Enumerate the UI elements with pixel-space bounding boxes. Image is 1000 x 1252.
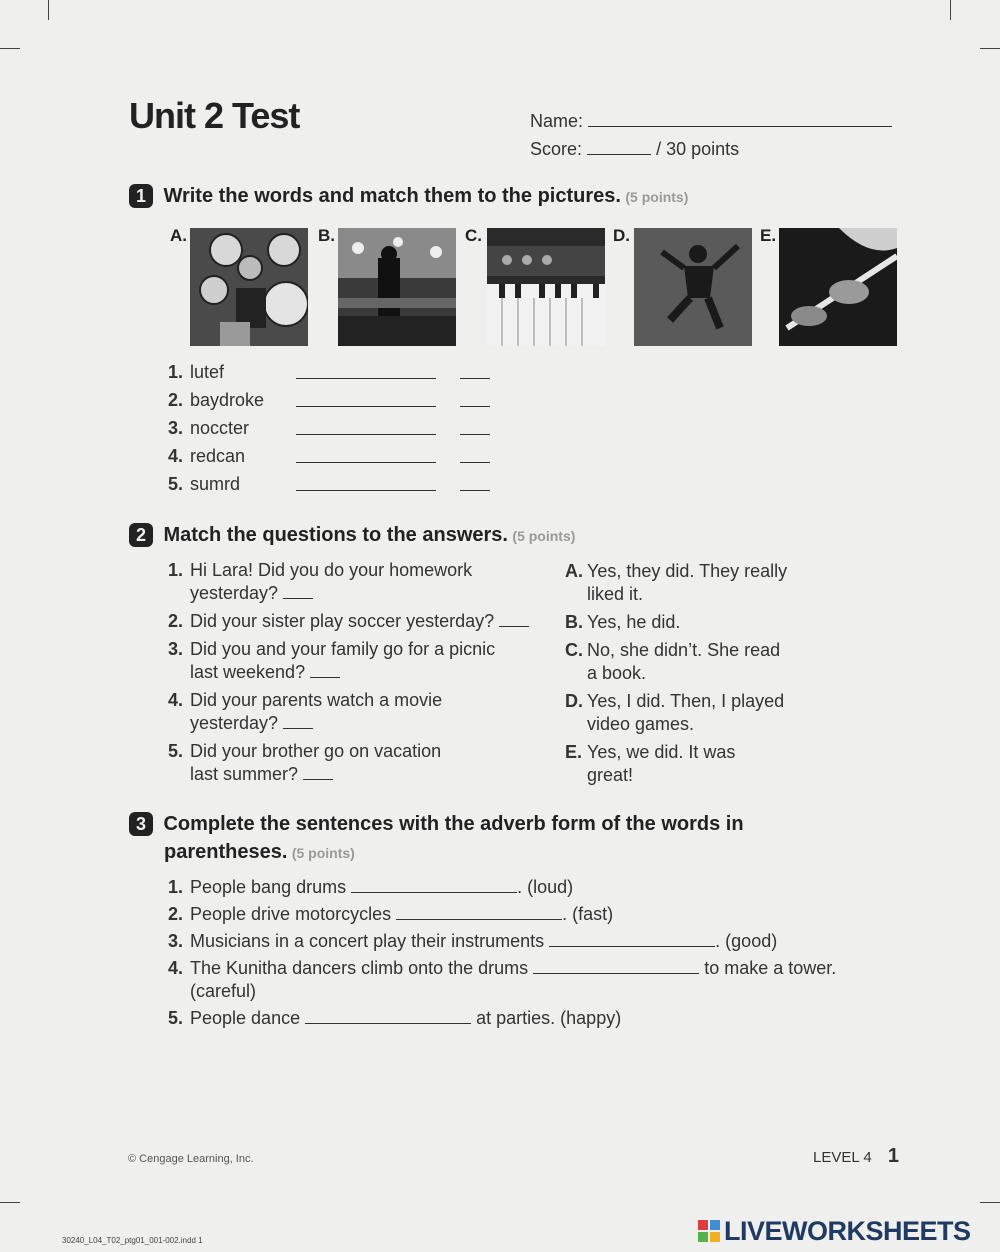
item-number: 1. — [168, 560, 184, 580]
drum-kit-photo — [190, 228, 308, 346]
item-number: 4. — [168, 690, 184, 710]
item-number: 1. — [168, 877, 184, 897]
letter-blank[interactable] — [460, 448, 490, 463]
answer-blank[interactable] — [296, 448, 436, 463]
letter-blank[interactable] — [460, 476, 490, 491]
concert-stage-photo — [338, 228, 456, 346]
sentence-start: People bang drums — [190, 877, 347, 897]
item-number: 3. — [168, 418, 184, 438]
scrambled-word: sumrd — [190, 474, 241, 494]
answer-text: Yes, we did. It was — [587, 742, 736, 762]
question-text-cont: last weekend? — [190, 662, 306, 682]
answer-blank[interactable] — [296, 420, 436, 435]
item-number: 5. — [168, 741, 184, 761]
answer-letter: D. — [565, 691, 583, 711]
section-points: (5 points) — [291, 845, 355, 861]
question-item — [168, 689, 558, 735]
item-number: 3. — [168, 931, 184, 951]
item-number: 2. — [168, 611, 184, 631]
level-label: LEVEL — [813, 1149, 860, 1166]
question-text-cont: last summer? — [190, 764, 299, 784]
page-title: Unit 2 Test — [129, 95, 300, 136]
item-number: 2. — [168, 390, 184, 410]
answer-blank[interactable] — [499, 612, 529, 627]
question-text: Hi Lara! Did you do your homework — [190, 560, 473, 580]
crop-mark — [980, 1202, 1000, 1203]
question-text: Did your sister play soccer yesterday? — [190, 611, 495, 631]
name-label: Name: — [530, 111, 584, 131]
answer-blank[interactable] — [283, 714, 313, 729]
answer-blank[interactable] — [296, 392, 436, 407]
question-item — [168, 559, 558, 605]
list-item — [168, 445, 508, 473]
picture-label-d: D. — [613, 226, 630, 245]
scrambled-word: noccter — [190, 418, 250, 438]
question-text-cont: yesterday? — [190, 583, 279, 603]
answer-blank[interactable] — [283, 584, 313, 599]
item-number: 4. — [168, 446, 184, 466]
sentence-item — [168, 903, 888, 926]
section-3-heading — [129, 810, 889, 866]
answer-blank[interactable] — [533, 959, 699, 974]
item-number: 5. — [168, 1008, 184, 1028]
score-label: Score: — [530, 139, 583, 159]
item-number: 4. — [168, 958, 184, 978]
logo-icon — [698, 1220, 720, 1242]
item-number: 3. — [168, 639, 184, 659]
score-row — [530, 138, 739, 160]
sentence-item — [168, 876, 888, 899]
picture-label-e: E. — [760, 226, 777, 245]
scrambled-word: redcan — [190, 446, 246, 466]
section-title: Write the words and match them to the pictures. — [163, 185, 621, 207]
answer-text-cont: liked it. — [587, 584, 644, 604]
question-text: Did you and your family go for a picnic — [190, 639, 496, 659]
picture-label-c: C. — [465, 226, 482, 245]
keyboard-photo — [487, 228, 605, 346]
section-1-heading — [129, 182, 688, 210]
picture-label-b: B. — [318, 226, 335, 245]
sentences-list — [168, 876, 888, 1030]
name-row — [530, 110, 892, 132]
crop-mark — [48, 0, 49, 20]
letter-blank[interactable] — [460, 420, 490, 435]
question-item — [168, 740, 558, 786]
sentence-start: People dance — [190, 1008, 301, 1028]
answer-item — [565, 741, 825, 787]
section-points: (5 points) — [625, 189, 689, 205]
sentence-end: . (loud) — [517, 877, 574, 897]
section-number-badge: 2 — [129, 523, 153, 547]
page-number: 1 — [887, 1145, 899, 1167]
dancer-photo — [634, 228, 752, 346]
section-2-heading — [129, 521, 575, 549]
answer-letter: B. — [565, 612, 583, 632]
list-item — [168, 389, 508, 417]
item-number: 5. — [168, 474, 184, 494]
list-item — [168, 361, 508, 389]
answer-blank[interactable] — [303, 765, 333, 780]
answer-text-cont: great! — [587, 765, 634, 785]
answer-text: Yes, I did. Then, I played — [587, 691, 785, 711]
flute-photo — [779, 228, 897, 346]
question-text-cont: yesterday? — [190, 713, 279, 733]
sentence-start: The Kunitha dancers climb onto the drums — [190, 958, 529, 978]
scrambled-word: lutef — [190, 362, 225, 382]
name-field[interactable] — [588, 110, 892, 127]
scrambled-word: baydroke — [190, 390, 265, 410]
question-item — [168, 610, 558, 633]
sentence-end: at parties. (happy) — [476, 1008, 622, 1028]
answer-blank[interactable] — [296, 476, 436, 491]
picture-label-a: A. — [170, 226, 187, 245]
answer-item — [565, 560, 825, 606]
question-text: Did your parents watch a movie — [190, 690, 443, 710]
answer-letter: C. — [565, 640, 583, 660]
item-number: 1. — [168, 362, 184, 382]
crop-mark — [950, 0, 951, 20]
list-item — [168, 473, 508, 501]
level-indicator — [813, 1145, 899, 1168]
answer-text: No, she didn’t. She read — [587, 640, 781, 660]
sentence-cont: (careful) — [190, 981, 257, 1001]
answer-blank[interactable] — [296, 364, 436, 379]
sentence-end: . (good) — [715, 931, 778, 951]
letter-blank[interactable] — [460, 392, 490, 407]
crop-mark — [980, 48, 1000, 49]
score-field[interactable] — [587, 138, 651, 155]
section-title-cont: parentheses. — [164, 841, 288, 863]
sentence-end: . (fast) — [562, 904, 614, 924]
score-total: / 30 points — [656, 139, 740, 159]
sentence-item — [168, 957, 888, 1003]
questions-list — [168, 559, 558, 786]
section-points: (5 points) — [512, 528, 576, 544]
answer-blank[interactable] — [310, 663, 340, 678]
answer-blank[interactable] — [396, 905, 562, 920]
crop-mark — [0, 48, 20, 49]
sentence-start: People drive motorcycles — [190, 904, 392, 924]
section-title: Match the questions to the answers. — [163, 524, 508, 546]
sentence-item — [168, 1007, 888, 1030]
answer-blank[interactable] — [549, 932, 715, 947]
answer-text-cont: a book. — [587, 663, 647, 683]
answer-blank[interactable] — [305, 1009, 471, 1024]
answer-text: Yes, he did. — [587, 612, 681, 632]
item-number: 2. — [168, 904, 184, 924]
answer-blank[interactable] — [351, 878, 517, 893]
list-item — [168, 417, 508, 445]
section-1-items — [168, 361, 508, 501]
file-name: 30240_L04_T02_ptg01_001-002.indd 1 — [62, 1236, 203, 1245]
answers-list — [565, 560, 825, 787]
brand-name: LIVEWORKSHEETS — [724, 1216, 971, 1246]
sentence-start: Musicians in a concert play their instruments — [190, 931, 545, 951]
answer-item — [565, 611, 825, 634]
sentence-end: to make a tower. — [704, 958, 837, 978]
crop-mark — [0, 1202, 20, 1203]
question-text: Did your brother go on vacation — [190, 741, 442, 761]
answer-letter: A. — [565, 561, 583, 581]
section-number-badge: 1 — [129, 184, 153, 208]
letter-blank[interactable] — [460, 364, 490, 379]
sentence-item — [168, 930, 888, 953]
answer-item — [565, 639, 825, 685]
copyright: © Cengage Learning, Inc. — [128, 1153, 254, 1165]
level-value: 4 — [863, 1149, 872, 1166]
liveworksheets-logo — [698, 1218, 996, 1248]
answer-text-cont: video games. — [587, 714, 695, 734]
section-title: Complete the sentences with the adverb form of the words in — [163, 813, 744, 835]
answer-letter: E. — [565, 742, 583, 762]
section-number-badge: 3 — [129, 812, 153, 836]
question-item — [168, 638, 558, 684]
answer-item — [565, 690, 825, 736]
answer-text: Yes, they did. They really — [587, 561, 788, 581]
